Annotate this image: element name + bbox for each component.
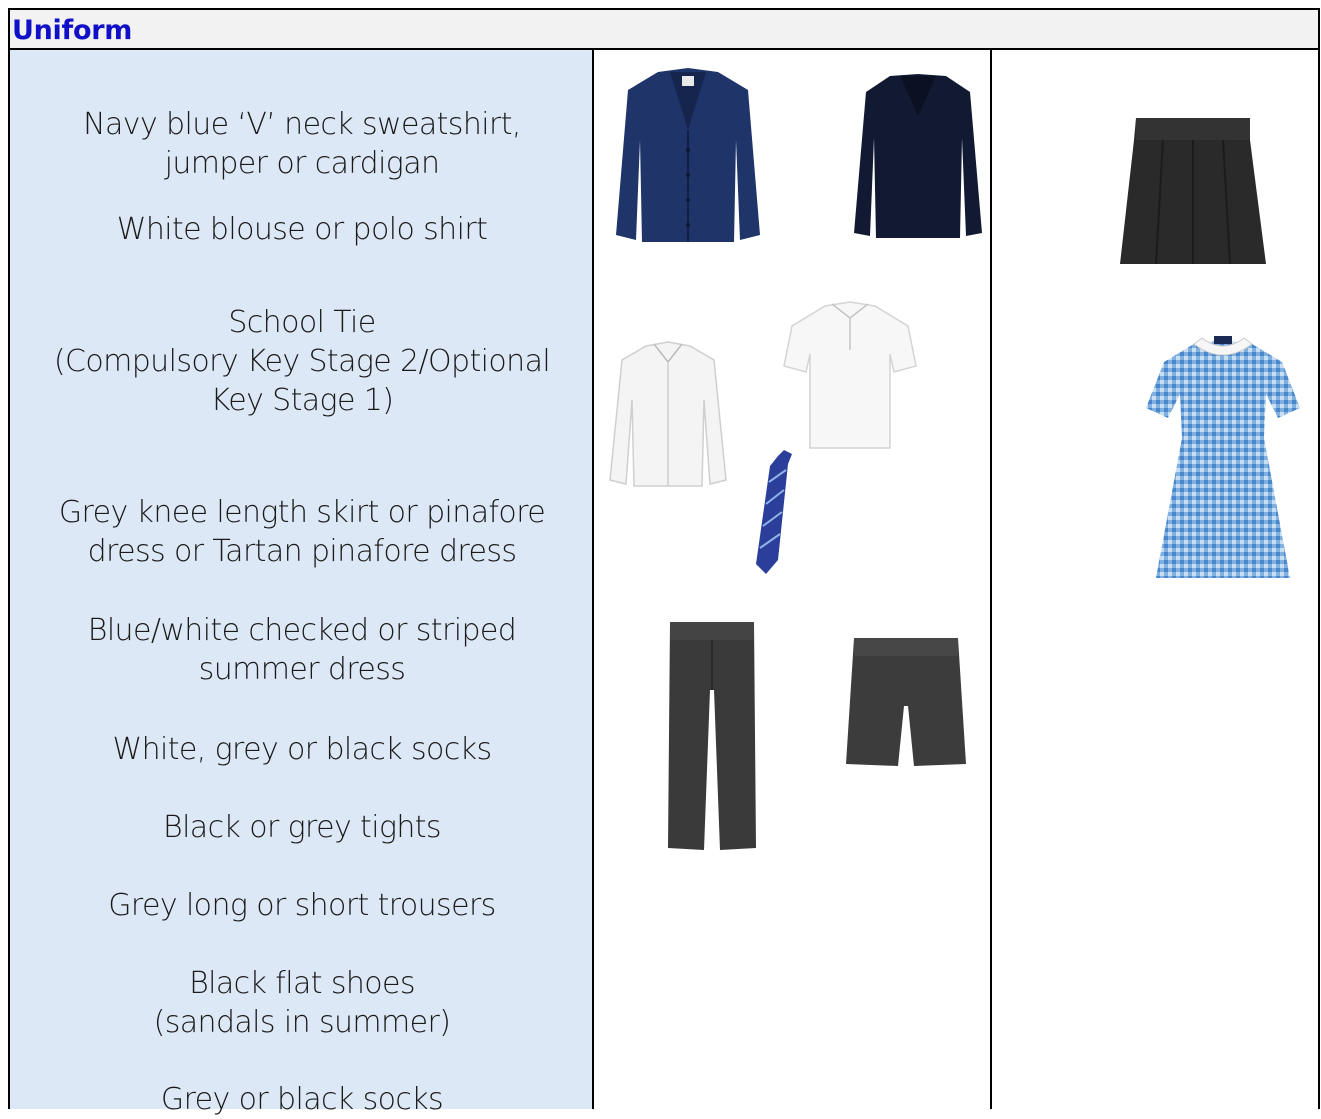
list-item: Grey knee length skirt or pinafore dress or Tartan pinafore dress xyxy=(58,495,546,569)
list-item: White, grey or black socks xyxy=(112,732,492,767)
white-shirt-icon xyxy=(606,340,731,490)
grey-trousers-icon xyxy=(666,620,758,852)
uniform-list-column xyxy=(10,50,594,1117)
uniform-table xyxy=(8,8,1320,1117)
list-item: School Tie (Compulsory Key Stage 2/Optional Key Stage 1) xyxy=(53,305,551,418)
white-polo-icon xyxy=(780,300,920,450)
blue-checked-dress-icon xyxy=(1132,328,1314,586)
list-item: Black or grey tights xyxy=(163,810,441,845)
list-item: White blouse or polo shirt xyxy=(116,212,488,247)
list-item: Navy blue ‘V’ neck sweatshirt, jumper or cardigan xyxy=(83,107,521,181)
header-title: Uniform xyxy=(12,15,133,46)
navy-cardigan-icon xyxy=(608,60,768,250)
table-header xyxy=(10,10,1318,50)
grey-shorts-icon xyxy=(844,636,968,768)
list-item: Grey long or short trousers xyxy=(108,888,496,923)
list-item: Blue/white checked or striped summer dress xyxy=(87,613,517,687)
grey-skirt-icon xyxy=(1118,116,1268,268)
list-item: Black flat shoes (sandals in summer) xyxy=(153,966,451,1040)
navy-jumper-icon xyxy=(848,68,988,243)
school-tie-icon xyxy=(748,448,796,578)
list-item: Grey or black socks xyxy=(160,1082,444,1117)
